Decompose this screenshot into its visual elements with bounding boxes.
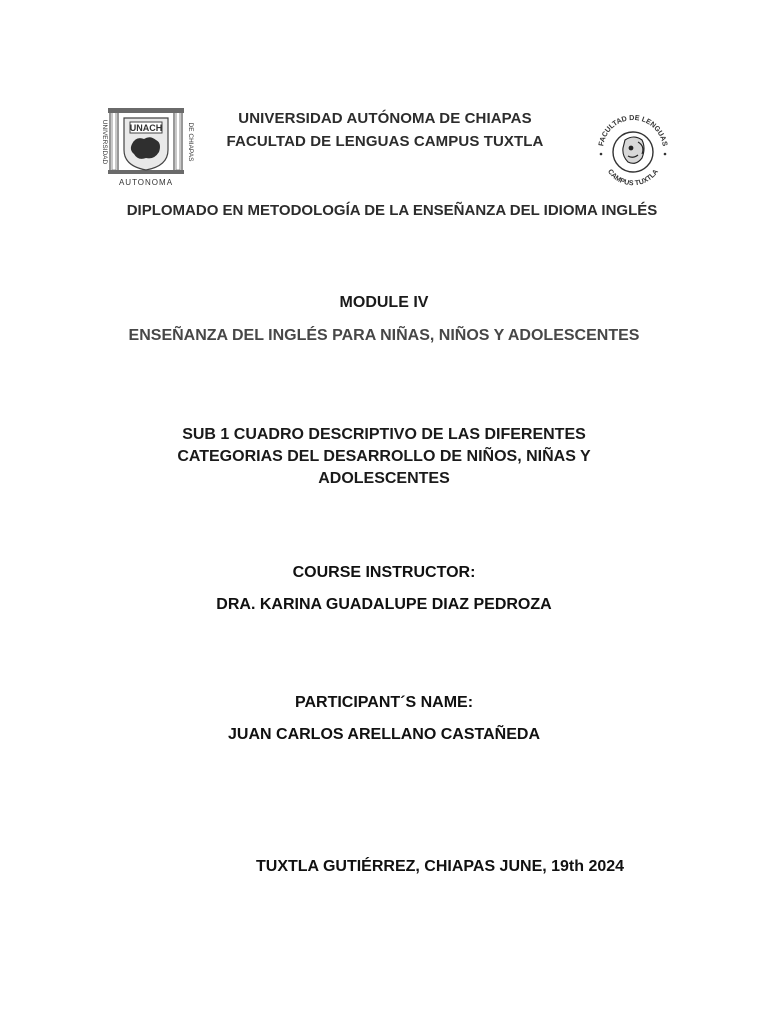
diploma-title: DIPLOMADO EN METODOLOGÍA DE LA ENSEÑANZA DEL IDIOMA INGLÉS (126, 202, 658, 219)
module-title: MODULE IV (339, 294, 429, 311)
module-subtitle: ENSEÑANZA DEL INGLÉS PARA NIÑAS, NIÑOS Y ADOLESCENTES (128, 327, 640, 344)
university-seal-graphic (96, 106, 196, 188)
place-and-date: TUXTLA GUTIÉRREZ, CHIAPAS JUNE, 19th 2024 (256, 858, 625, 875)
assignment-title-line-1: SUB 1 CUADRO DESCRIPTIVO DE LAS DIFERENTES (182, 426, 586, 443)
assignment-title (134, 424, 634, 490)
participant-name: JUAN CARLOS ARELLANO CASTAÑEDA (228, 726, 540, 743)
university-seal-logo (96, 106, 196, 188)
seal-bottom-text: AUTONOMA (118, 178, 174, 187)
faculty-seal-top-text: FACULTAD DE LENGUAS (596, 112, 670, 147)
seal-right-text: DE CHIAPAS (187, 122, 194, 162)
assignment-title-line-2: CATEGORIAS DEL DESARROLLO DE NIÑOS, NIÑAS Y (177, 448, 591, 465)
instructor-label: COURSE INSTRUCTOR: (292, 564, 476, 581)
seal-badge-text: UNACH (129, 123, 163, 133)
faculty-seal-graphic (590, 104, 676, 194)
faculty-seal-logo (590, 104, 676, 194)
participant-label: PARTICIPANT´S NAME: (294, 694, 474, 711)
instructor-name: DRA. KARINA GUADALUPE DIAZ PEDROZA (216, 596, 552, 613)
faculty-name: FACULTAD DE LENGUAS CAMPUS TUXTLA (226, 133, 544, 150)
assignment-title-line-3: ADOLESCENTES (318, 470, 450, 487)
seal-left-text: UNIVERSIDAD (101, 119, 108, 165)
university-name: UNIVERSIDAD AUTÓNOMA DE CHIAPAS (238, 110, 532, 127)
faculty-seal-bottom-text: CAMPUS TUXTLA (606, 168, 660, 188)
